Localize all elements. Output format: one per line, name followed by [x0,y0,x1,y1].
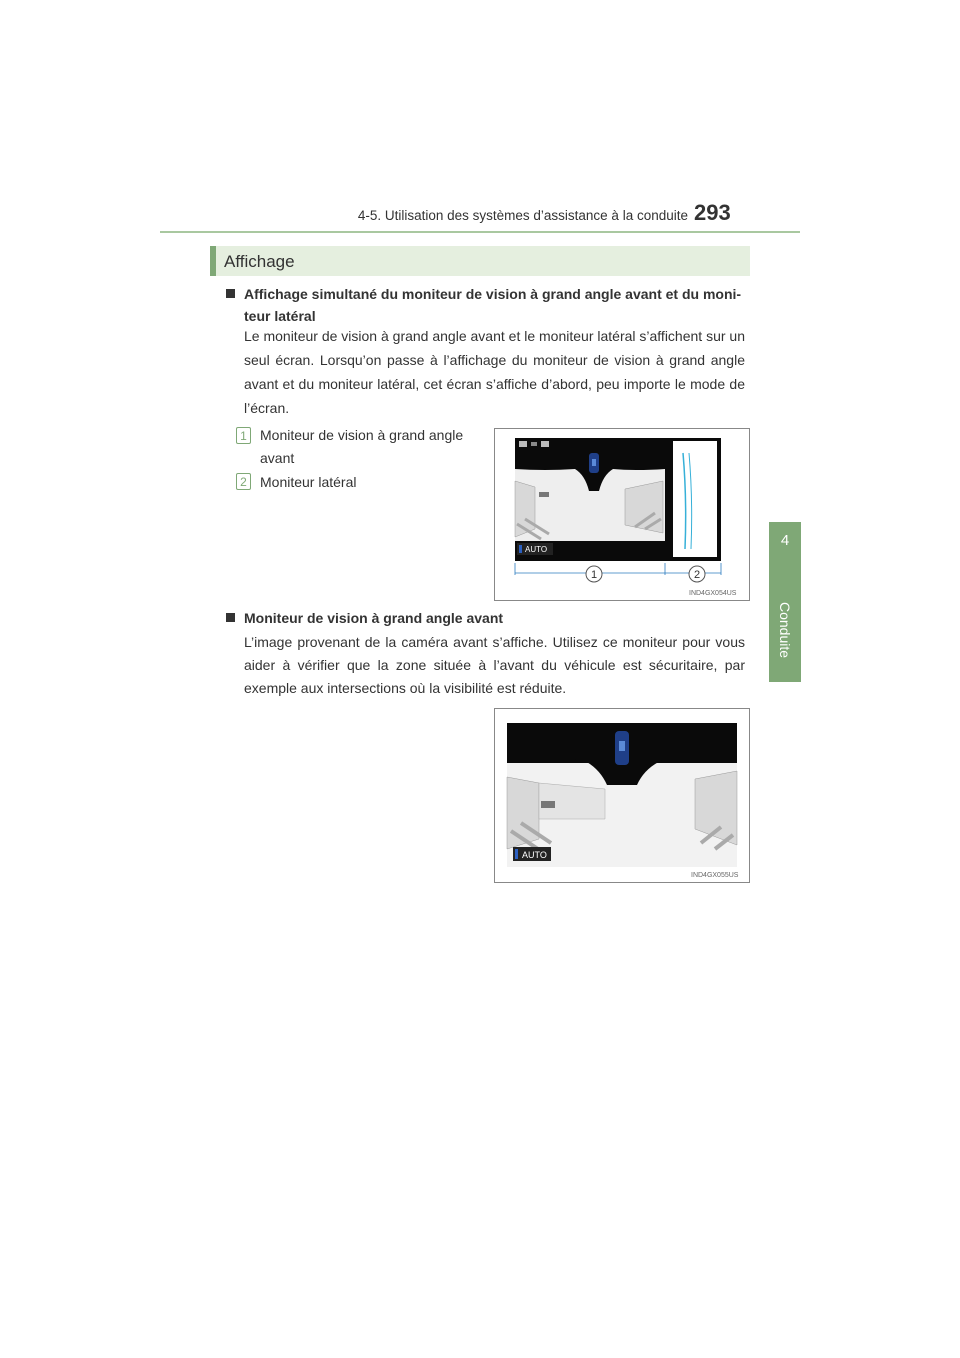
page-number: 293 [694,200,731,225]
subsection-heading-cont: teur latéral [244,308,316,324]
subsection-body: Le moniteur de vision à grand angle avant et le moniteur latéral s’affichent sur un seul écran. Lorsqu’on passe à l’affichage du moniteur de vision à grand angle avant et du moniteur latéral, cet écran s’affiche d’abord, peu importe le mode de l’écran. [244,328,745,416]
combined-monitor-illustration [495,429,749,600]
front-wide-monitor-illustration [495,709,749,882]
bullet-square-icon [226,613,235,622]
bullet-square-icon [226,289,235,298]
callout-number: 1 [236,427,251,444]
subsection-heading: Affichage simultané du moniteur de vision à grand angle avant et du moni- [226,284,756,305]
subsection-heading: Moniteur de vision à grand angle avant [226,608,756,629]
section-title: Affichage [224,252,295,271]
callout-label: Moniteur latéral [260,474,357,490]
screen-mode-indicator: AUTO [522,850,547,860]
callout-label-cont: avant [260,450,295,466]
subsection-body: L’image provenant de la caméra avant s’affiche. Utilisez ce moniteur pour vous aider à vérifier que la zone située à l’avant du véhicule est sécuritaire, par exemple aux intersections où la visibilité est réduite. [244,634,745,696]
chapter-tab-number: 4 [780,532,790,549]
header-rule [160,231,800,233]
figure-marker: 1 [590,569,598,581]
chapter-tab-label: Conduite [777,601,793,659]
figure-marker: 2 [693,569,701,581]
callout-label: Moniteur de vision à grand angle [260,427,464,443]
figure-front-wide-view [494,708,750,883]
figure-code: IND4GX054US [689,590,737,597]
figure-combined-view [494,428,750,601]
running-header-title: 4-5. Utilisation des systèmes d’assistance à la conduite [357,208,688,223]
callout-number: 2 [236,473,251,490]
figure-code: IND4GX055US [691,872,739,879]
screen-mode-indicator: AUTO [525,545,548,554]
